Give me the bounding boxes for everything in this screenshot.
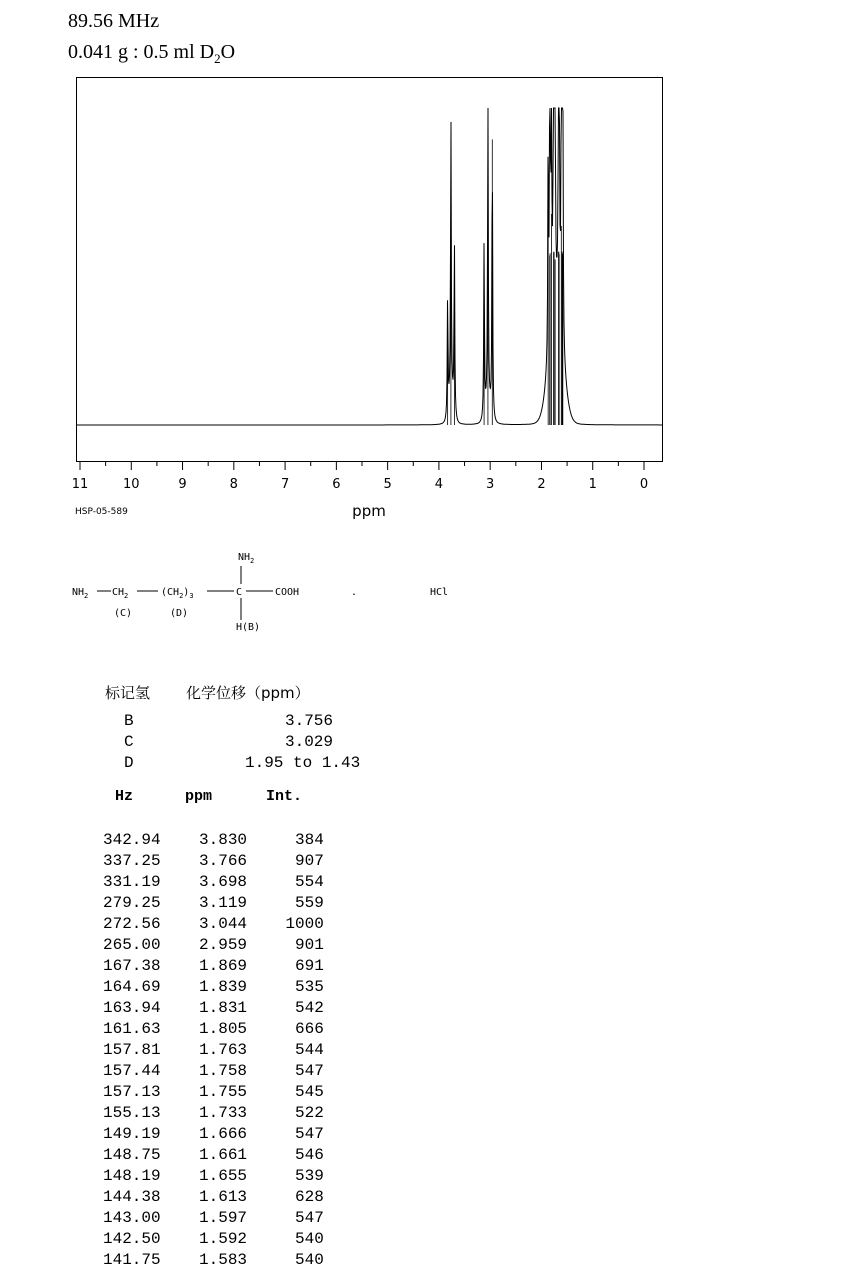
x-axis-tick-label: 4 [434, 477, 444, 492]
peak-table-row: 272.56 3.044 1000 [103, 915, 324, 933]
spectrometer-frequency: 89.56 MHz [68, 10, 160, 32]
struct-hcl: HCl [430, 587, 449, 598]
peak-table-row: 148.75 1.661 546 [103, 1146, 324, 1164]
peak-table-header [115, 788, 302, 805]
assignment-header-shift: 化学位移（ppm） [186, 684, 310, 702]
peak-table-row: 161.63 1.805 666 [103, 1020, 324, 1038]
struct-c-center: C [236, 587, 243, 598]
peak-table-row: 279.25 3.119 559 [103, 894, 324, 912]
x-axis-tick-label: 7 [280, 477, 290, 492]
peak-table-row: 142.50 1.592 540 [103, 1230, 324, 1248]
x-axis-tick-label: 6 [332, 477, 341, 492]
peak-table-row: 141.75 1.583 540 [103, 1251, 324, 1269]
sample-main: 0.041 g : 0.5 ml D [68, 41, 215, 63]
peak-table-row: 157.13 1.755 545 [103, 1083, 324, 1101]
struct-ch2: $CH_2$ [112, 587, 129, 600]
struct-nh2-top: $NH_2$ [238, 552, 255, 565]
peak-table-row: 149.19 1.666 547 [103, 1125, 324, 1143]
assignment-header [105, 682, 310, 703]
assignment-row-label: D [124, 754, 134, 772]
peak-table-row: 342.94 3.830 384 [103, 831, 324, 849]
peak-header-int: Int. [266, 788, 303, 805]
x-axis-label: ppm [352, 502, 386, 520]
peak-table-row: 265.00 2.959 901 [103, 936, 324, 954]
peak-table-row: 148.19 1.655 539 [103, 1167, 324, 1185]
sample-subscript: 2 [214, 51, 221, 66]
x-axis-tick-label: 2 [537, 477, 546, 492]
peak-table-row: 157.81 1.763 544 [103, 1041, 324, 1059]
x-axis-tick-label: 8 [229, 477, 238, 492]
sample-tail: O [220, 41, 236, 63]
x-axis-tick-label: 9 [178, 477, 187, 492]
assignment-row-shift: 3.756 [284, 712, 333, 730]
assignment-row-shift: 3.029 [284, 733, 333, 751]
peak-header-hz: Hz [115, 788, 134, 805]
peak-table-row: 337.25 3.766 907 [103, 852, 324, 870]
assignment-header-label: 标记氢 [105, 684, 151, 702]
peak-table-row: 167.38 1.869 691 [103, 957, 324, 975]
peak-header-ppm: ppm [185, 788, 213, 805]
peak-table-row: 164.69 1.839 535 [103, 978, 324, 996]
spectrum-id: HSP-05-589 [75, 507, 128, 517]
struct-h-b: H(B) [236, 622, 261, 633]
struct-ch2-n: $(CH_2)_3$ [161, 587, 194, 600]
assignment-row-label: B [124, 712, 134, 730]
struct-dot: . [351, 587, 358, 598]
peak-table-row: 143.00 1.597 547 [103, 1209, 324, 1227]
x-axis-tick-label: 10 [122, 477, 140, 492]
peak-table-row: 331.19 3.698 554 [103, 873, 324, 891]
assignment-row-shift: 1.95 to 1.43 [245, 754, 361, 772]
struct-label-d: (D) [170, 608, 189, 619]
x-axis-tick-label: 0 [639, 477, 649, 492]
x-axis-tick-label: 5 [383, 477, 392, 492]
x-axis-tick-label: 3 [486, 477, 495, 492]
assignment-row-label: C [124, 733, 134, 751]
peak-table-row: 157.44 1.758 547 [103, 1062, 324, 1080]
peak-table-row: 163.94 1.831 542 [103, 999, 324, 1017]
peak-table-row: 144.38 1.613 628 [103, 1188, 324, 1206]
peak-table [103, 830, 324, 1271]
struct-label-c: (C) [114, 608, 133, 619]
peak-table-row: 155.13 1.733 522 [103, 1104, 324, 1122]
struct-cooh: COOH [275, 587, 300, 598]
x-axis-tick-label: 11 [71, 477, 89, 492]
struct-nh2-left: $NH_2$ [72, 587, 89, 600]
x-axis-tick-label: 1 [588, 477, 597, 492]
